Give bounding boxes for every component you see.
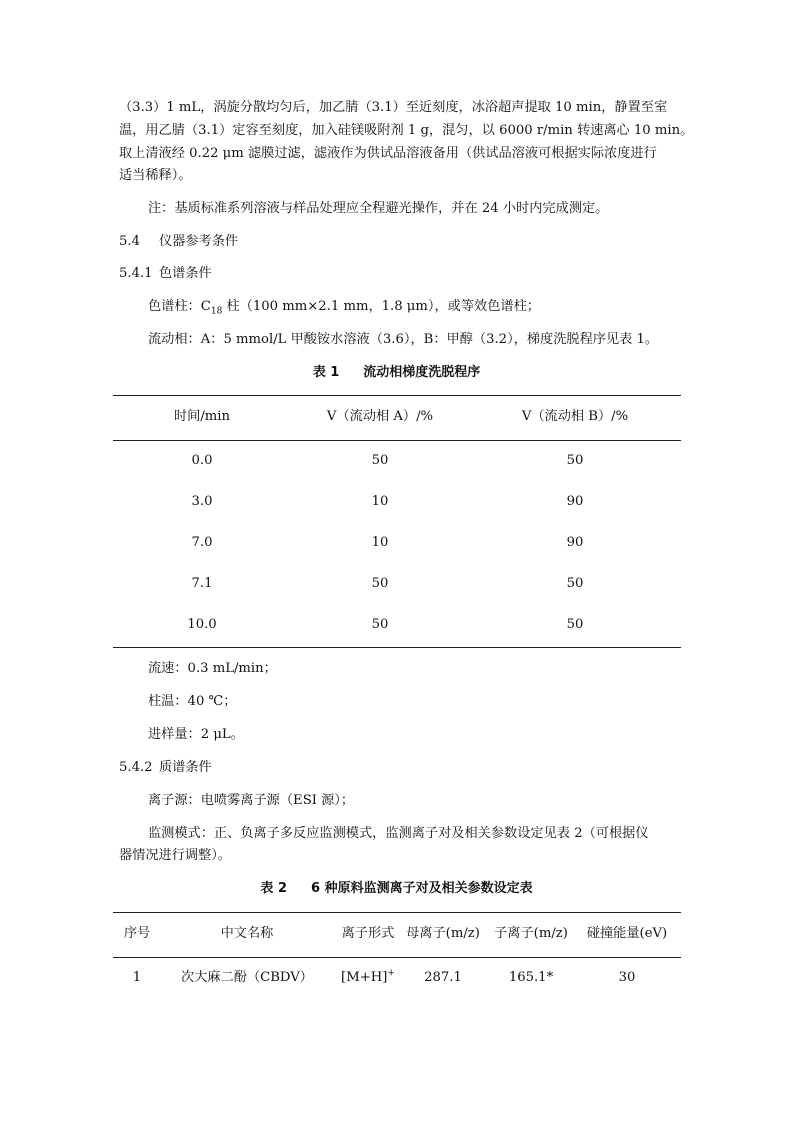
section-title: 仪器参考条件: [159, 234, 239, 249]
intro-line-1: （3.3）1 mL，涡旋分散均匀后，加乙腈（3.1）至近刻度，冰浴超声提取 10 min，静置至室: [119, 100, 668, 115]
injection-volume-text: 进样量：2 μL。: [148, 727, 244, 742]
monitor-mode-line-1: 监测模式：正、负离子多反应监测模式，监测离子对及相关参数设定见表 2（可根据仪: [148, 826, 649, 841]
table2-header-parent: 母离子(m/z): [406, 926, 480, 941]
table1-caption: [0, 363, 793, 383]
table1-header-time: 时间/min: [173, 409, 231, 424]
table1-top-rule: [113, 395, 681, 396]
document-page: （3.3）1 mL，涡旋分散均匀后，加乙腈（3.1）至近刻度，冰浴超声提取 10 min，静置至室 温，用乙腈（3.1）定容至刻度，加入硅镁吸附剂 1 g，混匀，以 6000 r/min 转速离心 10 min。 取上清液经 0.22 μm 滤膜过滤，滤液作为供试品溶液备用（供试品溶液可根据实际浓度进行 适当稀释）。 注：基质标准系列溶液与样品处理应全程避光操作，并在 24 小时内完成测定。 5.4 仪器参考条件 5.4.1 色谱条件 色谱柱：$C_{18}$ 柱（100 mm×2.1 mm，1.8 μm），或等效色谱柱； 流动相：A：5 mmol/L 甲酸铵水溶液（3.6），B：甲醇（3.2），梯度洗脱程序见表 1。 表 1 流动相梯度洗脱程序 时间/min V（流动相 A）/% V（流动相 B）/% 0.0 50 50 3.0 10 90 7.0 10 90 7.1 50 50 10.0 50 50 流速：0.3 mL/min； 柱温：40 ℃； 进样量：2 μL。 5.4.2 质谱条件 离子源：电喷雾离子源（ESI 源）； 监测模式：正、负离子多反应监测模式，监测离子对及相关参数设定见表 2（可根据仪 器情况进行调整）。 表 2 6 种原料监测离子对及相关参数设定表 序号 中文名称 离子形式 母离子(m/z) 子离子(m/z) 碰撞能量(eV) 1 次大麻二酚（CBDV） [M+H]+ 287.1 165.1* 30: [0, 0, 793, 1122]
section-5-4-1-heading: [119, 264, 212, 284]
table-title: 6 种原料监测离子对及相关参数设定表: [311, 881, 533, 896]
section-number: 5.4.2: [119, 760, 153, 775]
table1-header-rule: [113, 440, 681, 441]
table2-header-ion: 离子形式: [341, 926, 395, 941]
section-5-4-heading: [119, 232, 238, 252]
section-title: 色谱条件: [159, 266, 212, 281]
monitor-mode-line-2: 器情况进行调整）。: [119, 848, 232, 863]
table-title: 流动相梯度洗脱程序: [363, 365, 481, 380]
table-number: 表 1: [312, 365, 340, 380]
section-number: 5.4.1: [119, 266, 153, 281]
note-text: 注：基质标准系列溶液与样品处理应全程避光操作，并在 24 小时内完成测定。: [148, 201, 609, 216]
table2-header-rule: [113, 957, 681, 958]
intro-line-4: 适当稀释）。: [119, 168, 192, 183]
table1-bottom-rule: [113, 647, 681, 648]
mobile-phase-text: 流动相：A：5 mmol/L 甲酸铵水溶液（3.6），B：甲醇（3.2），梯度洗脱程序见表 1。: [148, 332, 659, 347]
table2-header-no: 序号: [123, 926, 151, 941]
column-temp-text: 柱温：40 ℃；: [148, 694, 237, 709]
section-number: 5.4: [119, 234, 140, 249]
intro-line-3: 取上清液经 0.22 μm 滤膜过滤，滤液作为供试品溶液备用（供试品溶液可根据实际浓度进行: [119, 146, 657, 161]
table1-header-b: V（流动相 B）/%: [521, 409, 629, 424]
intro-line-2: 温，用乙腈（3.1）定容至刻度，加入硅镁吸附剂 1 g，混匀，以 6000 r/min 转速离心 10 min。: [119, 123, 694, 138]
section-title: 质谱条件: [159, 760, 212, 775]
table1-header-a: V（流动相 A）/%: [326, 409, 434, 424]
ion-source-text: 离子源：电喷雾离子源（ESI 源）；: [148, 793, 355, 808]
table2-caption: [0, 879, 793, 899]
table2-header-daughter: 子离子(m/z): [494, 926, 568, 941]
table-number: 表 2: [260, 881, 287, 896]
table2-top-rule: [113, 912, 681, 913]
section-5-4-2-heading: [119, 758, 212, 778]
table2-header-energy: 碰撞能量(eV): [586, 926, 668, 941]
flow-rate-text: 流速：0.3 mL/min；: [148, 661, 277, 676]
column-spec: 色谱柱：$C_{18}$ 柱（100 mm×2.1 mm，1.8 μm），或等效色谱柱；: [148, 299, 540, 317]
table2-header-name: 中文名称: [220, 926, 274, 941]
